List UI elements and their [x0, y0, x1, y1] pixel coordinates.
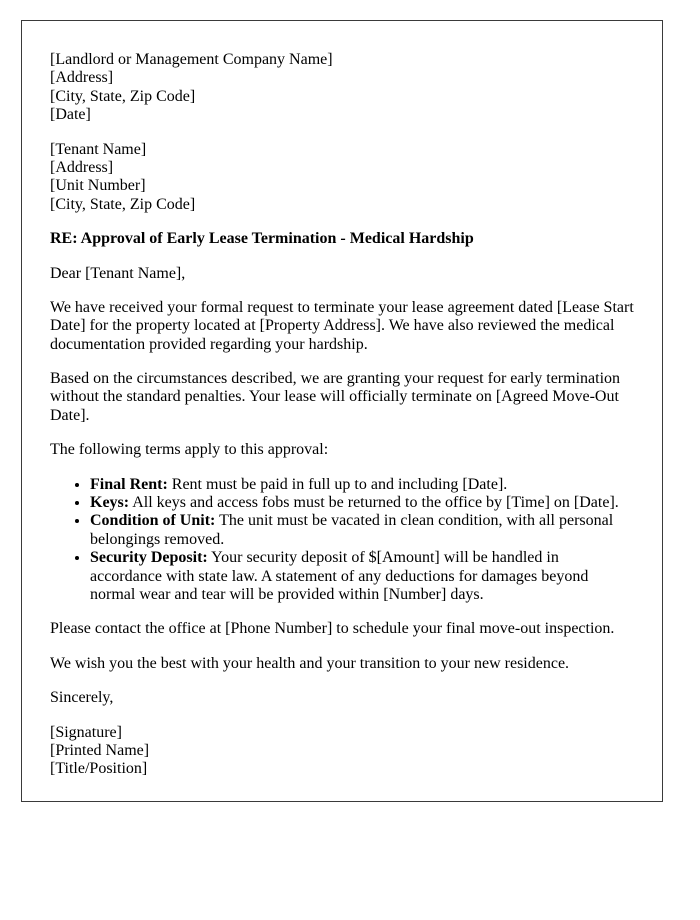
- terms-list: [50, 476, 634, 605]
- term-condition-text: The unit must be vacated in clean condition, with all personal belongings removed.: [90, 512, 614, 548]
- letter-date-line: [Date]: [50, 106, 91, 124]
- sender-address-line: [Address]: [50, 69, 114, 87]
- recipient-city-line: [City, State, Zip Code]: [50, 195, 196, 213]
- term-security-deposit-label: Security Deposit:: [90, 549, 208, 567]
- sign-off: Sincerely,: [50, 689, 114, 707]
- title-position-line: [Title/Position]: [50, 760, 148, 778]
- signature-block: [50, 724, 634, 779]
- term-keys-label: Keys:: [90, 494, 130, 512]
- salutation: Dear [Tenant Name],: [50, 264, 186, 282]
- paragraph-approval: Based on the circumstances described, we are granting your request for early termination without the standard penalties. Your lease will officially terminate on [Agreed Move-Out Date].: [50, 370, 621, 424]
- recipient-address-block: [50, 141, 634, 215]
- paragraph-terms-intro: The following terms apply to this approval:: [50, 441, 329, 459]
- paragraph-well-wishes: We wish you the best with your health and your transition to your new residence.: [50, 654, 570, 672]
- signature-line: [Signature]: [50, 723, 122, 741]
- term-final-rent-text: Rent must be paid in full up to and including [Date].: [171, 475, 508, 493]
- sender-address-block: [50, 51, 634, 125]
- letter-page: [21, 20, 663, 802]
- subject-line: RE: Approval of Early Lease Termination - Medical Hardship: [50, 230, 474, 248]
- sender-city-line: [City, State, Zip Code]: [50, 87, 196, 105]
- paragraph-contact-office: Please contact the office at [Phone Number] to schedule your final move-out inspection.: [50, 620, 615, 638]
- term-condition-label: Condition of Unit:: [90, 512, 216, 530]
- sender-name-line: [Landlord or Management Company Name]: [50, 51, 333, 68]
- recipient-address-line: [Address]: [50, 158, 114, 176]
- term-final-rent-label: Final Rent:: [90, 475, 168, 493]
- term-keys: [90, 494, 634, 512]
- term-keys-text: All keys and access fobs must be returned to the office by [Time] on [Date].: [132, 494, 619, 512]
- paragraph-request-received: We have received your formal request to terminate your lease agreement dated [Lease Start Date] for the property located at [Property Address]. We have also reviewed the medical documentation provided regarding your hardship.: [50, 298, 634, 353]
- printed-name-line: [Printed Name]: [50, 741, 150, 759]
- recipient-name-line: [Tenant Name]: [50, 140, 147, 158]
- term-security-deposit-text: Your security deposit of $[Amount] will be handled in accordance with state law. A statement of any deductions for damages beyond normal wear and tear will be provided within [Number] days.: [90, 549, 589, 603]
- recipient-unit-line: [Unit Number]: [50, 177, 146, 195]
- term-condition: [90, 512, 634, 549]
- term-final-rent: [90, 476, 634, 494]
- term-security-deposit: [90, 549, 634, 604]
